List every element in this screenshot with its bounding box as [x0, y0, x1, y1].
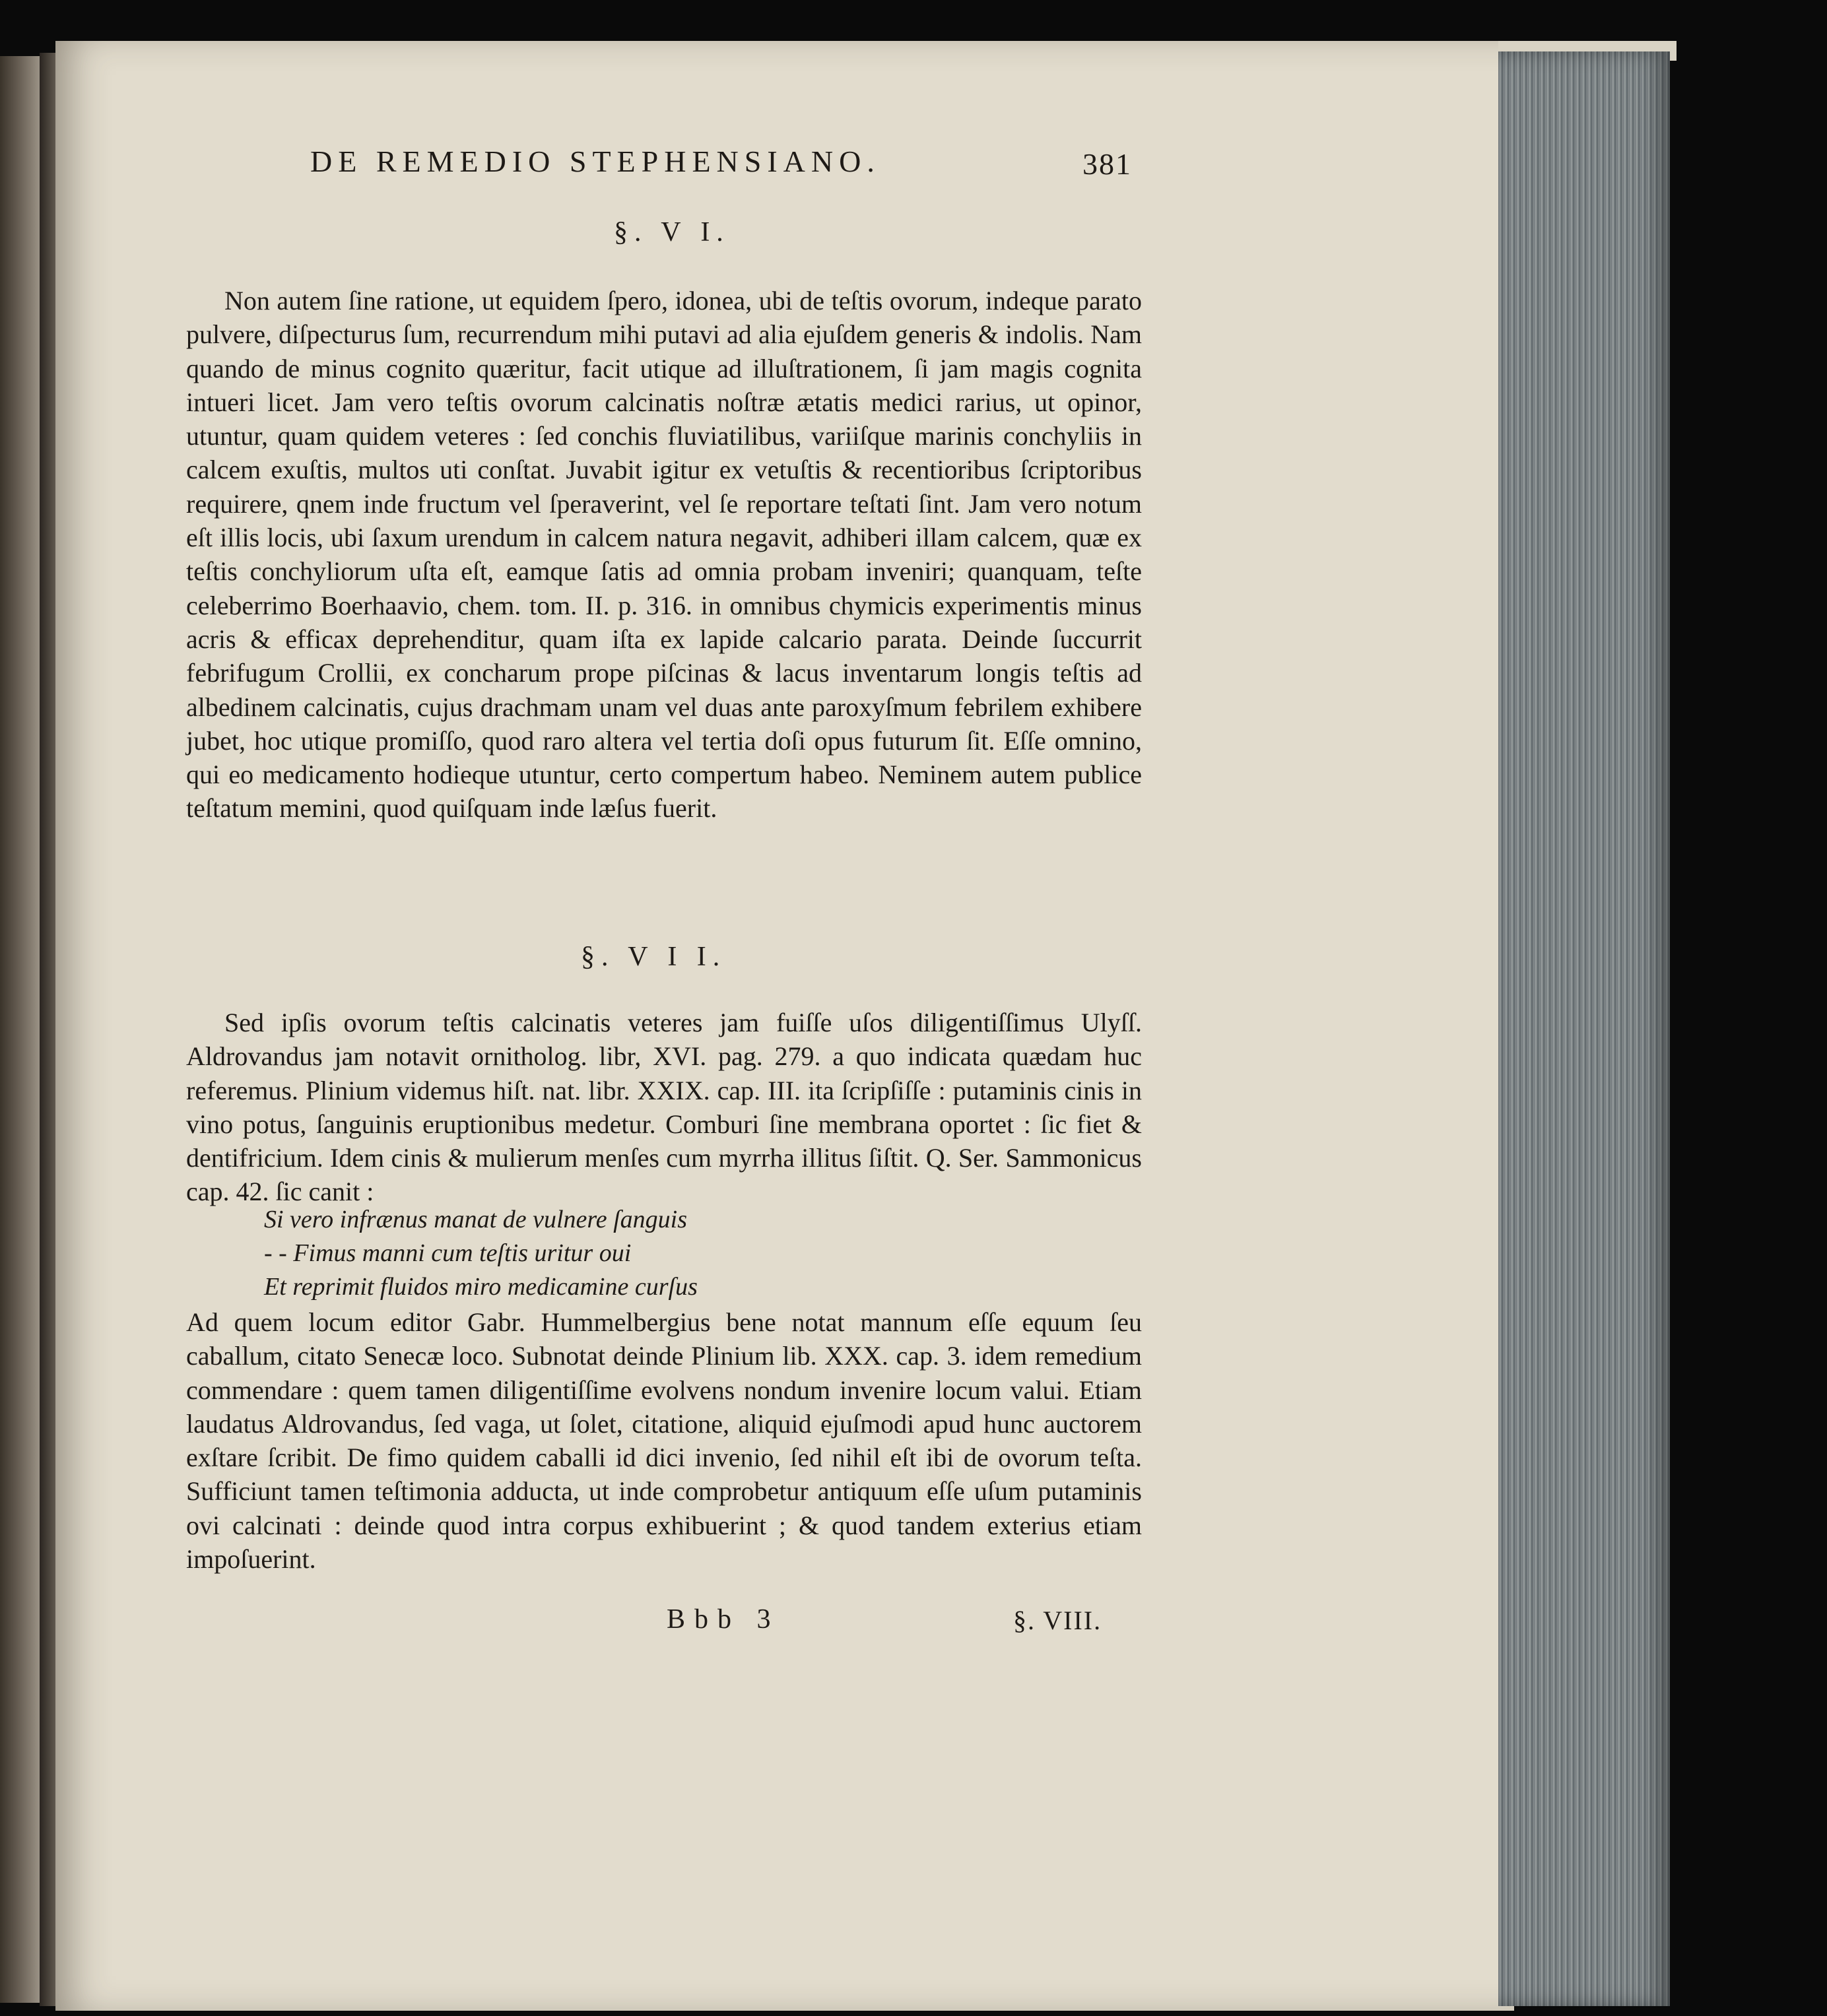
section-6-paragraph: Non autem ſine ratione, ut equidem ſpero, idonea, ubi de teſtis ovorum, indeque parato pulvere, diſpecturus ſum, recurrendum mihi putavi ad alia ejuſdem generis & indolis. Nam quando de minus cognito quæritur, facit utique ad illuſtrationem, ſi jam magis cognita intueri licet. Jam vero teſtis ovorum calcinatis noſtræ ætatis medici rarius, ut opinor, utuntur, quam quidem veteres : ſed conchis fluviatilibus, variiſque marinis conchyliis in calcem exuſtis, multos uti conſtat. Juvabit igitur ex vetuſtis & recentioribus ſcriptoribus requirere, qnem inde fructum vel ſperaverint, vel ſe reportare teſtati ſint. Jam vero notum eſt illis locis, ubi ſaxum urendum in calcem natura negavit, adhiberi illam calcem, quæ ex teſtis conchyliorum uſta eſt, eamque ſatis ad omnia probam inveniri; quanquam, teſte celeberrimo Boerhaavio, chem. tom. II. p. 316. in omnibus chymicis experimentis minus acris & efficax deprehenditur, quam iſta ex lapide calcario parata. Deinde ſuccurrit febrifugum Crollii, ex concharum prope piſcinas & lacus inventarum longis teſtis ad albedinem calcinatis, cujus drachmam unam vel duas ante paroxyſmum febrilem exhibere jubet, hoc utique promiſſo, quod raro altera vel tertia doſi opus futurum ſit. Eſſe omnino, qui eo medicamento hodieque utuntur, certo compertum habeo. Neminem autem publice teſtatum memini, quod quiſquam inde læſus fuerit. [186, 286, 1142, 824]
section-7-continuation: Ad quem locum editor Gabr. Hummelbergius bene notat mannum eſſe equum ſeu caballum, citato Senecæ loco. Subnotat deinde Plinium lib. XXX. cap. 3. idem remedium commendare : quem tamen diligentiſſime evolvens nondum invenire locum valui. Etiam laudatus Aldrovandus, ſed vaga, ut ſolet, citatione, aliquid ejuſmodi apud hunc auctorem exſtare ſcribit. De fimo quidem caballi id dici invenio, ſed nihil eſt ibi de ovorum teſta. Sufficiunt tamen teſtimonia adducta, ut inde comprobetur antiquum eſſe uſum putaminis ovi calcinati : deinde quod intra corpus exhibuerint ; & quod tandem exterius etiam impoſuerint. [186, 1307, 1142, 1575]
verse-line-1: Si vero infrænus manat de vulnere ſanguis [264, 1206, 688, 1233]
page-number: 381 [1082, 147, 1132, 181]
page-block-edges [1498, 51, 1670, 2006]
section-7-paragraph: Sed ipſis ovorum teſtis calcinatis veteres jam fuiſſe uſos diligentiſſimus Ulyſſ. Aldrovandus jam notavit ornitholog. libr, XVI. pag. 279. a quo indicata quædam huc referemus. Plinium videmus hiſt. nat. libr. XXIX. cap. III. ita ſcripſiſſe : putaminis cinis in vino potus, ſanguinis eruptionibus medetur. Comburi ſine membrana oportet : ſic fiet & dentifricium. Idem cinis & mulierum menſes cum myrrha illitus ſiſtit. Q. Ser. Sammonicus cap. 42. ſic canit : [186, 1008, 1142, 1207]
verse-line-2: - - Fimus manni cum teſtis uritur oui [264, 1239, 632, 1267]
signature-mark: Bbb 3 [667, 1604, 780, 1635]
section-heading-7: §. V I I. [581, 942, 727, 972]
catchword: §. VIII. [1013, 1606, 1102, 1635]
running-head: DE REMEDIO STEPHENSIANO. [310, 145, 880, 178]
verse-line-3: Et reprimit fluidos miro medicamine curſus [264, 1273, 698, 1301]
section-heading-6: §. V I. [614, 217, 730, 247]
